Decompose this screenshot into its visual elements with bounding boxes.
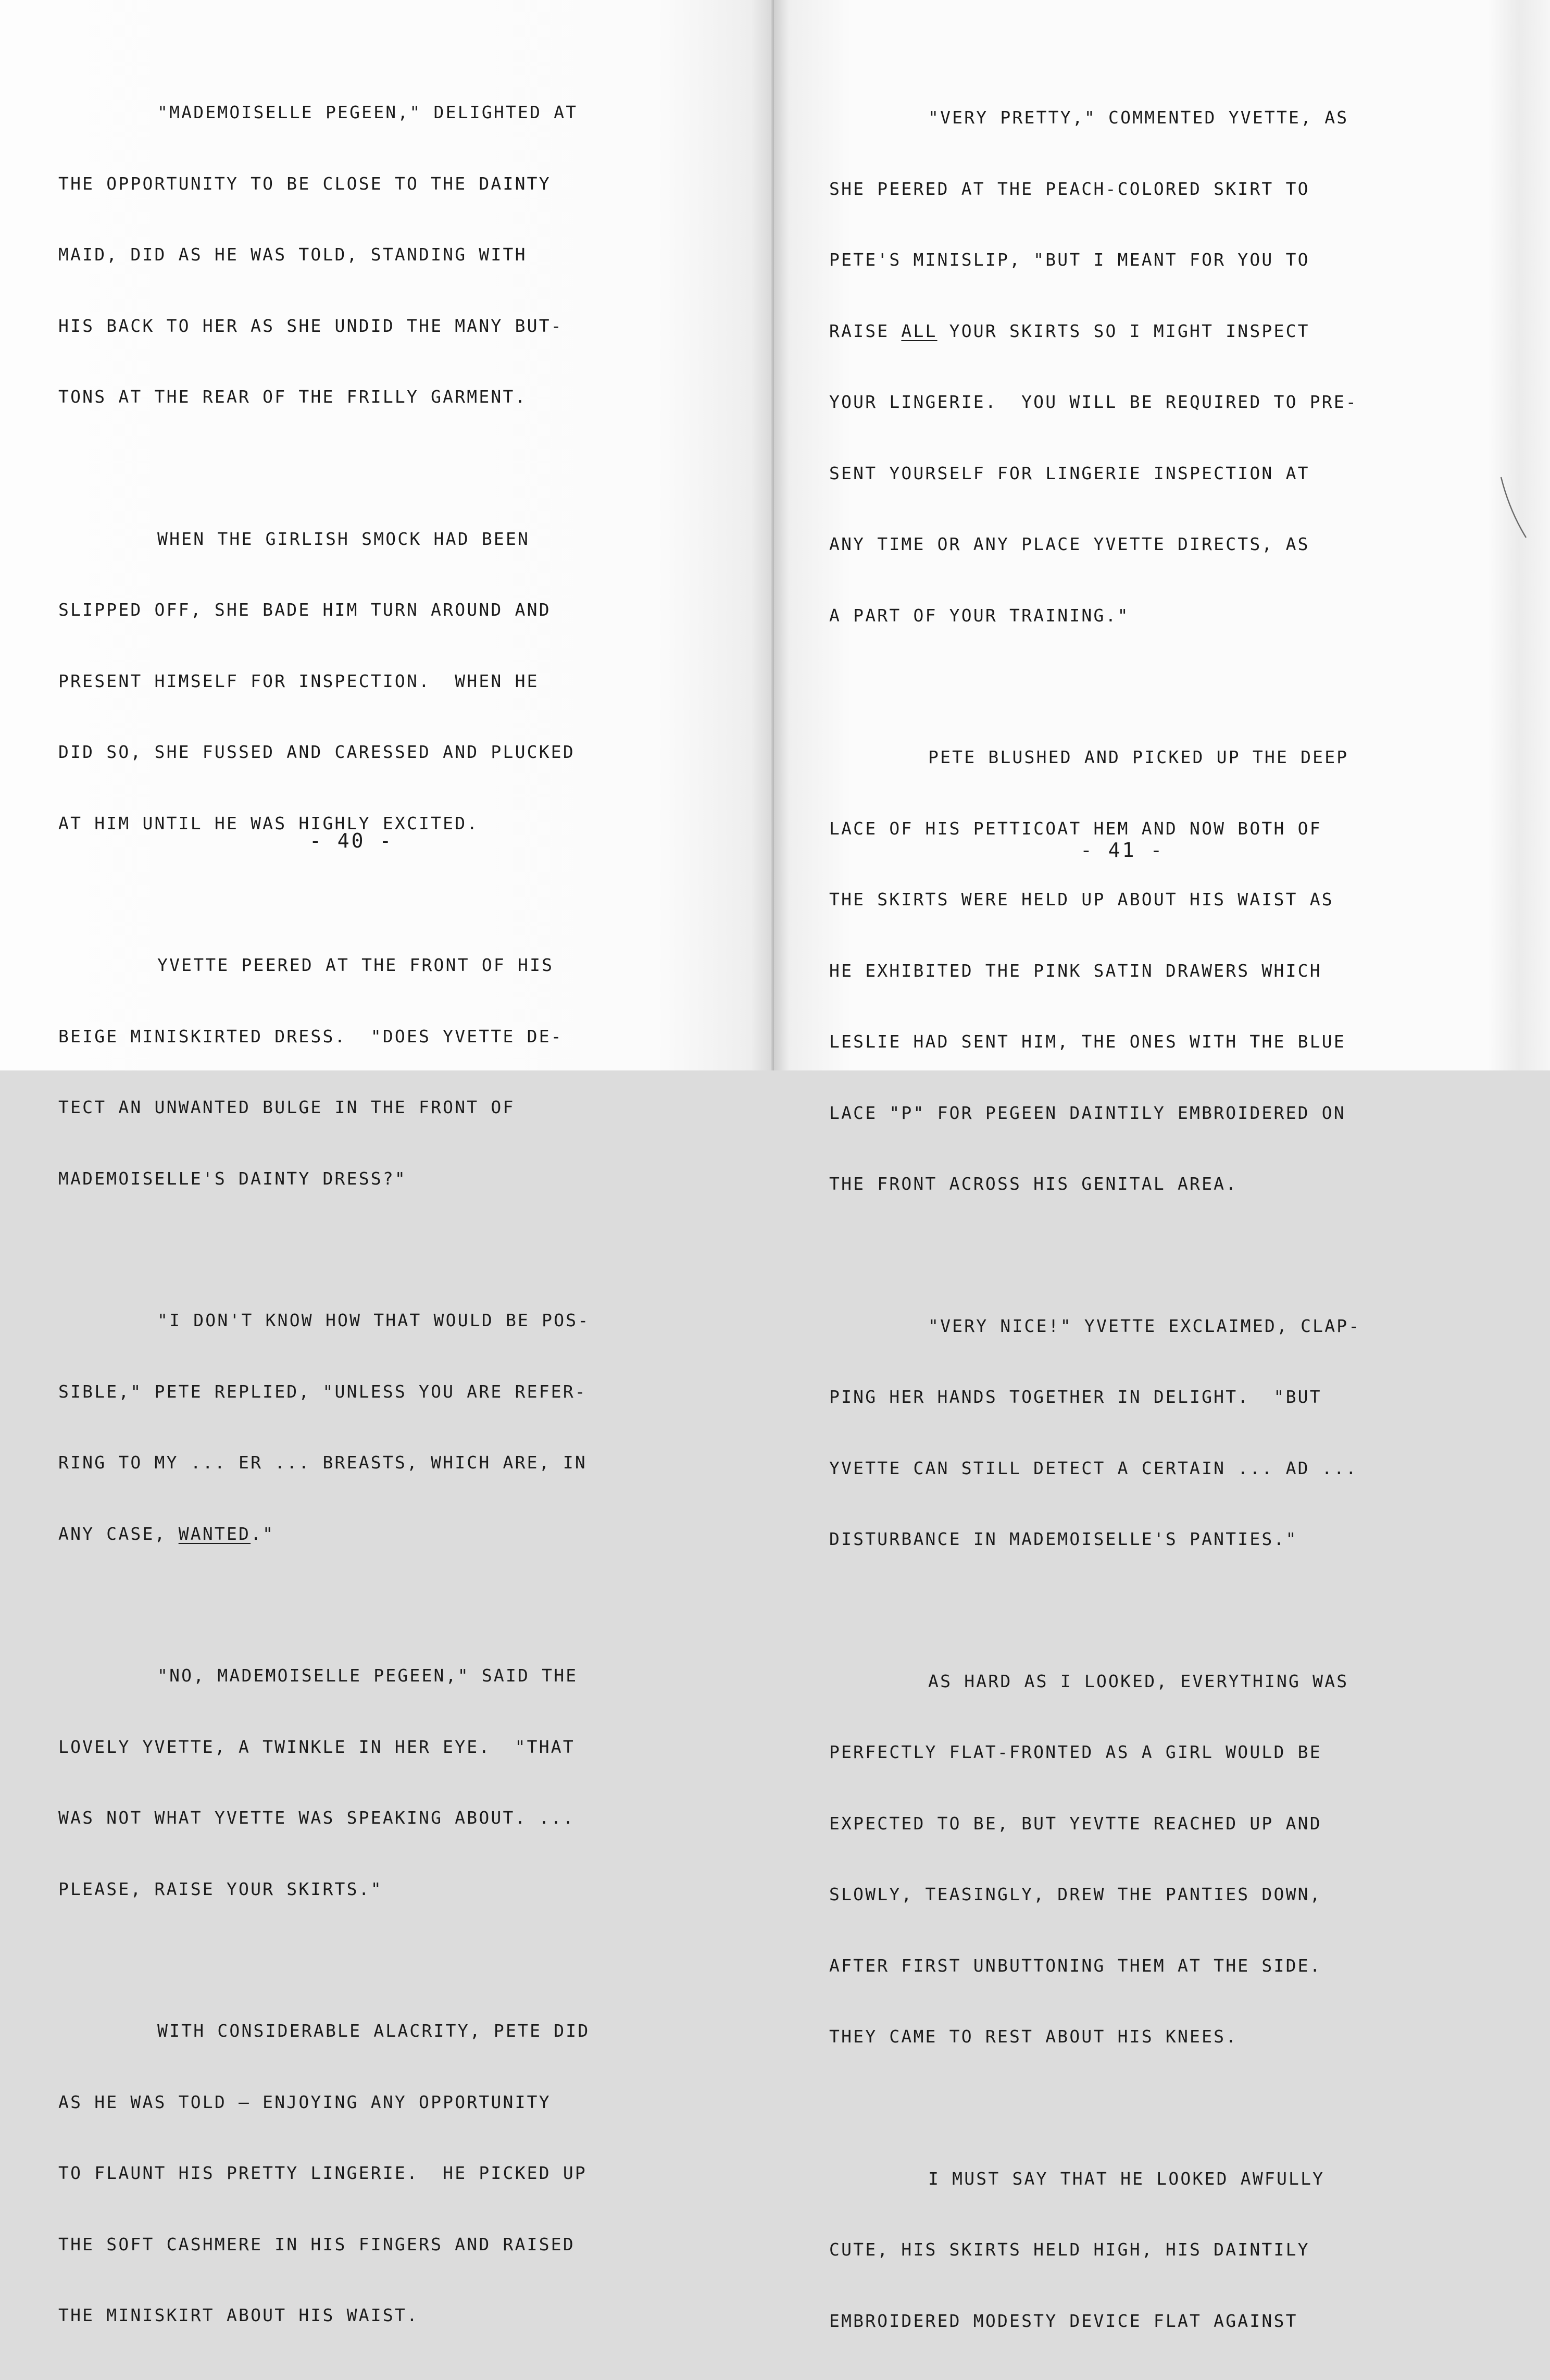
text-line bbox=[829, 319, 1360, 343]
text-line: "NO, MADEMOISELLE PEGEEN," SAID THE bbox=[58, 1664, 590, 1688]
paragraph bbox=[829, 698, 1360, 1243]
text-line: PETE'S MINISLIP, "BUT I MEANT FOR YOU TO bbox=[829, 248, 1360, 272]
book-spread bbox=[0, 0, 1550, 1070]
text-line: TO FLAUNT HIS PRETTY LINGERIE. HE PICKED UP bbox=[58, 2161, 590, 2185]
page-number: - 41 - bbox=[1080, 839, 1164, 862]
text-line: AT HIM UNTIL HE WAS HIGHLY EXCITED. bbox=[58, 812, 590, 836]
text-line: THE SOFT CASHMERE IN HIS FINGERS AND RAISED bbox=[58, 2233, 590, 2257]
text-line: BEIGE MINISKIRTED DRESS. "DOES YVETTE DE- bbox=[58, 1025, 590, 1049]
text-line: "VERY NICE!" YVETTE EXCLAIMED, CLAP- bbox=[829, 1314, 1360, 1338]
text-line: WHEN THE GIRLISH SMOCK HAD BEEN bbox=[58, 527, 590, 551]
paragraph bbox=[58, 53, 590, 456]
text-line: "I DON'T KNOW HOW THAT WOULD BE POS- bbox=[58, 1309, 590, 1332]
text-line: MAID, DID AS HE WAS TOLD, STANDING WITH bbox=[58, 243, 590, 267]
text-fragment: YOUR SKIRTS SO I MIGHT INSPECT bbox=[938, 321, 1310, 341]
text-line: PETE BLUSHED AND PICKED UP THE DEEP bbox=[829, 745, 1360, 769]
text-line: TECT AN UNWANTED BULGE IN THE FRONT OF bbox=[58, 1095, 590, 1119]
text-line: "VERY PRETTY," COMMENTED YVETTE, AS bbox=[829, 106, 1360, 130]
text-line: SENT YOURSELF FOR LINGERIE INSPECTION AT bbox=[829, 462, 1360, 485]
text-line: HE EXHIBITED THE PINK SATIN DRAWERS WHICH bbox=[829, 959, 1360, 983]
text-line bbox=[58, 1522, 590, 1546]
paragraph bbox=[829, 2120, 1360, 2380]
text-line: AS HE WAS TOLD — ENJOYING ANY OPPORTUNITY bbox=[58, 2090, 590, 2114]
text-line: HIS BACK TO HER AS SHE UNDID THE MANY BUT- bbox=[58, 314, 590, 338]
text-line: DID SO, SHE FUSSED AND CARESSED AND PLUCKED bbox=[58, 740, 590, 764]
text-line: WAS NOT WHAT YVETTE WAS SPEAKING ABOUT. ... bbox=[58, 1806, 590, 1830]
text-line: CUTE, HIS SKIRTS HELD HIGH, HIS DAINTILY bbox=[829, 2238, 1360, 2262]
text-line: LACE "P" FOR PEGEEN DAINTILY EMBROIDERED ON bbox=[829, 1101, 1360, 1125]
text-line: LACE OF HIS PETTICOAT HEM AND NOW BOTH OF bbox=[829, 817, 1360, 841]
text-fragment: ." bbox=[251, 1524, 274, 1544]
text-line: THE SKIRTS WERE HELD UP ABOUT HIS WAIST AS bbox=[829, 888, 1360, 912]
text-line: SLOWLY, TEASINGLY, DREW THE PANTIES DOWN, bbox=[829, 1883, 1360, 1907]
paragraph bbox=[829, 1622, 1360, 2096]
text-line: YVETTE CAN STILL DETECT A CERTAIN ... AD ... bbox=[829, 1456, 1360, 1480]
text-line: THE FRONT ACROSS HIS GENITAL AREA. bbox=[829, 1172, 1360, 1196]
text-line: THE OPPORTUNITY TO BE CLOSE TO THE DAINTY bbox=[58, 172, 590, 196]
page-number: - 40 - bbox=[309, 829, 393, 852]
text-line: ANY TIME OR ANY PLACE YVETTE DIRECTS, AS bbox=[829, 532, 1360, 556]
paragraph bbox=[58, 1972, 590, 2375]
paragraph bbox=[829, 58, 1360, 675]
text-line: PLEASE, RAISE YOUR SKIRTS." bbox=[58, 1877, 590, 1901]
text-fragment: RAISE bbox=[829, 321, 901, 341]
text-line: SLIPPED OFF, SHE BADE HIM TURN AROUND AND bbox=[58, 598, 590, 622]
text-line: AS HARD AS I LOOKED, EVERYTHING WAS bbox=[829, 1669, 1360, 1693]
text-line: PING HER HANDS TOGETHER IN DELIGHT. "BUT bbox=[829, 1385, 1360, 1409]
text-line: LOVELY YVETTE, A TWINKLE IN HER EYE. "THAT bbox=[58, 1735, 590, 1759]
text-line: YVETTE PEERED AT THE FRONT OF HIS bbox=[58, 953, 590, 977]
text-line: TONS AT THE REAR OF THE FRILLY GARMENT. bbox=[58, 385, 590, 409]
paragraph bbox=[58, 906, 590, 1238]
text-line: SHE PEERED AT THE PEACH-COLORED SKIRT TO bbox=[829, 177, 1360, 201]
text-line: EMBROIDERED MODESTY DEVICE FLAT AGAINST bbox=[829, 2309, 1360, 2333]
text-line: MADEMOISELLE'S DAINTY DRESS?" bbox=[58, 1167, 590, 1191]
left-page bbox=[0, 0, 774, 1070]
paragraph bbox=[58, 480, 590, 883]
text-line: A PART OF YOUR TRAINING." bbox=[829, 604, 1360, 628]
text-line: PRESENT HIMSELF FOR INSPECTION. WHEN HE bbox=[58, 669, 590, 693]
text-line: RING TO MY ... ER ... BREASTS, WHICH ARE, IN bbox=[58, 1451, 590, 1475]
text-line: EXPECTED TO BE, BUT YEVTTE REACHED UP AND bbox=[829, 1812, 1360, 1836]
text-line: "MADEMOISELLE PEGEEN," DELIGHTED AT bbox=[58, 101, 590, 124]
left-page-text bbox=[58, 53, 590, 2375]
right-page-text bbox=[829, 58, 1360, 2380]
pencil-mark bbox=[1498, 474, 1529, 542]
text-line: SIBLE," PETE REPLIED, "UNLESS YOU ARE REFER- bbox=[58, 1380, 590, 1404]
paragraph bbox=[58, 1261, 590, 1593]
right-page bbox=[774, 0, 1550, 1070]
text-line: WITH CONSIDERABLE ALACRITY, PETE DID bbox=[58, 2019, 590, 2043]
paragraph bbox=[58, 1616, 590, 1948]
text-line: YOUR LINGERIE. YOU WILL BE REQUIRED TO PRE- bbox=[829, 390, 1360, 414]
text-line: AFTER FIRST UNBUTTONING THEM AT THE SIDE. bbox=[829, 1954, 1360, 1978]
text-line: LESLIE HAD SENT HIM, THE ONES WITH THE BLUE bbox=[829, 1030, 1360, 1054]
text-line: THEY CAME TO REST ABOUT HIS KNEES. bbox=[829, 2025, 1360, 2049]
text-line: I MUST SAY THAT HE LOOKED AWFULLY bbox=[829, 2167, 1360, 2191]
paragraph bbox=[829, 1267, 1360, 1599]
underlined-word: WANTED bbox=[179, 1524, 251, 1544]
text-line: DISTURBANCE IN MADEMOISELLE'S PANTIES." bbox=[829, 1527, 1360, 1551]
text-line: PERFECTLY FLAT-FRONTED AS A GIRL WOULD BE bbox=[829, 1740, 1360, 1764]
text-line: THE MINISKIRT ABOUT HIS WAIST. bbox=[58, 2303, 590, 2327]
underlined-word: ALL bbox=[901, 321, 937, 341]
text-fragment: ANY CASE, bbox=[58, 1524, 179, 1544]
